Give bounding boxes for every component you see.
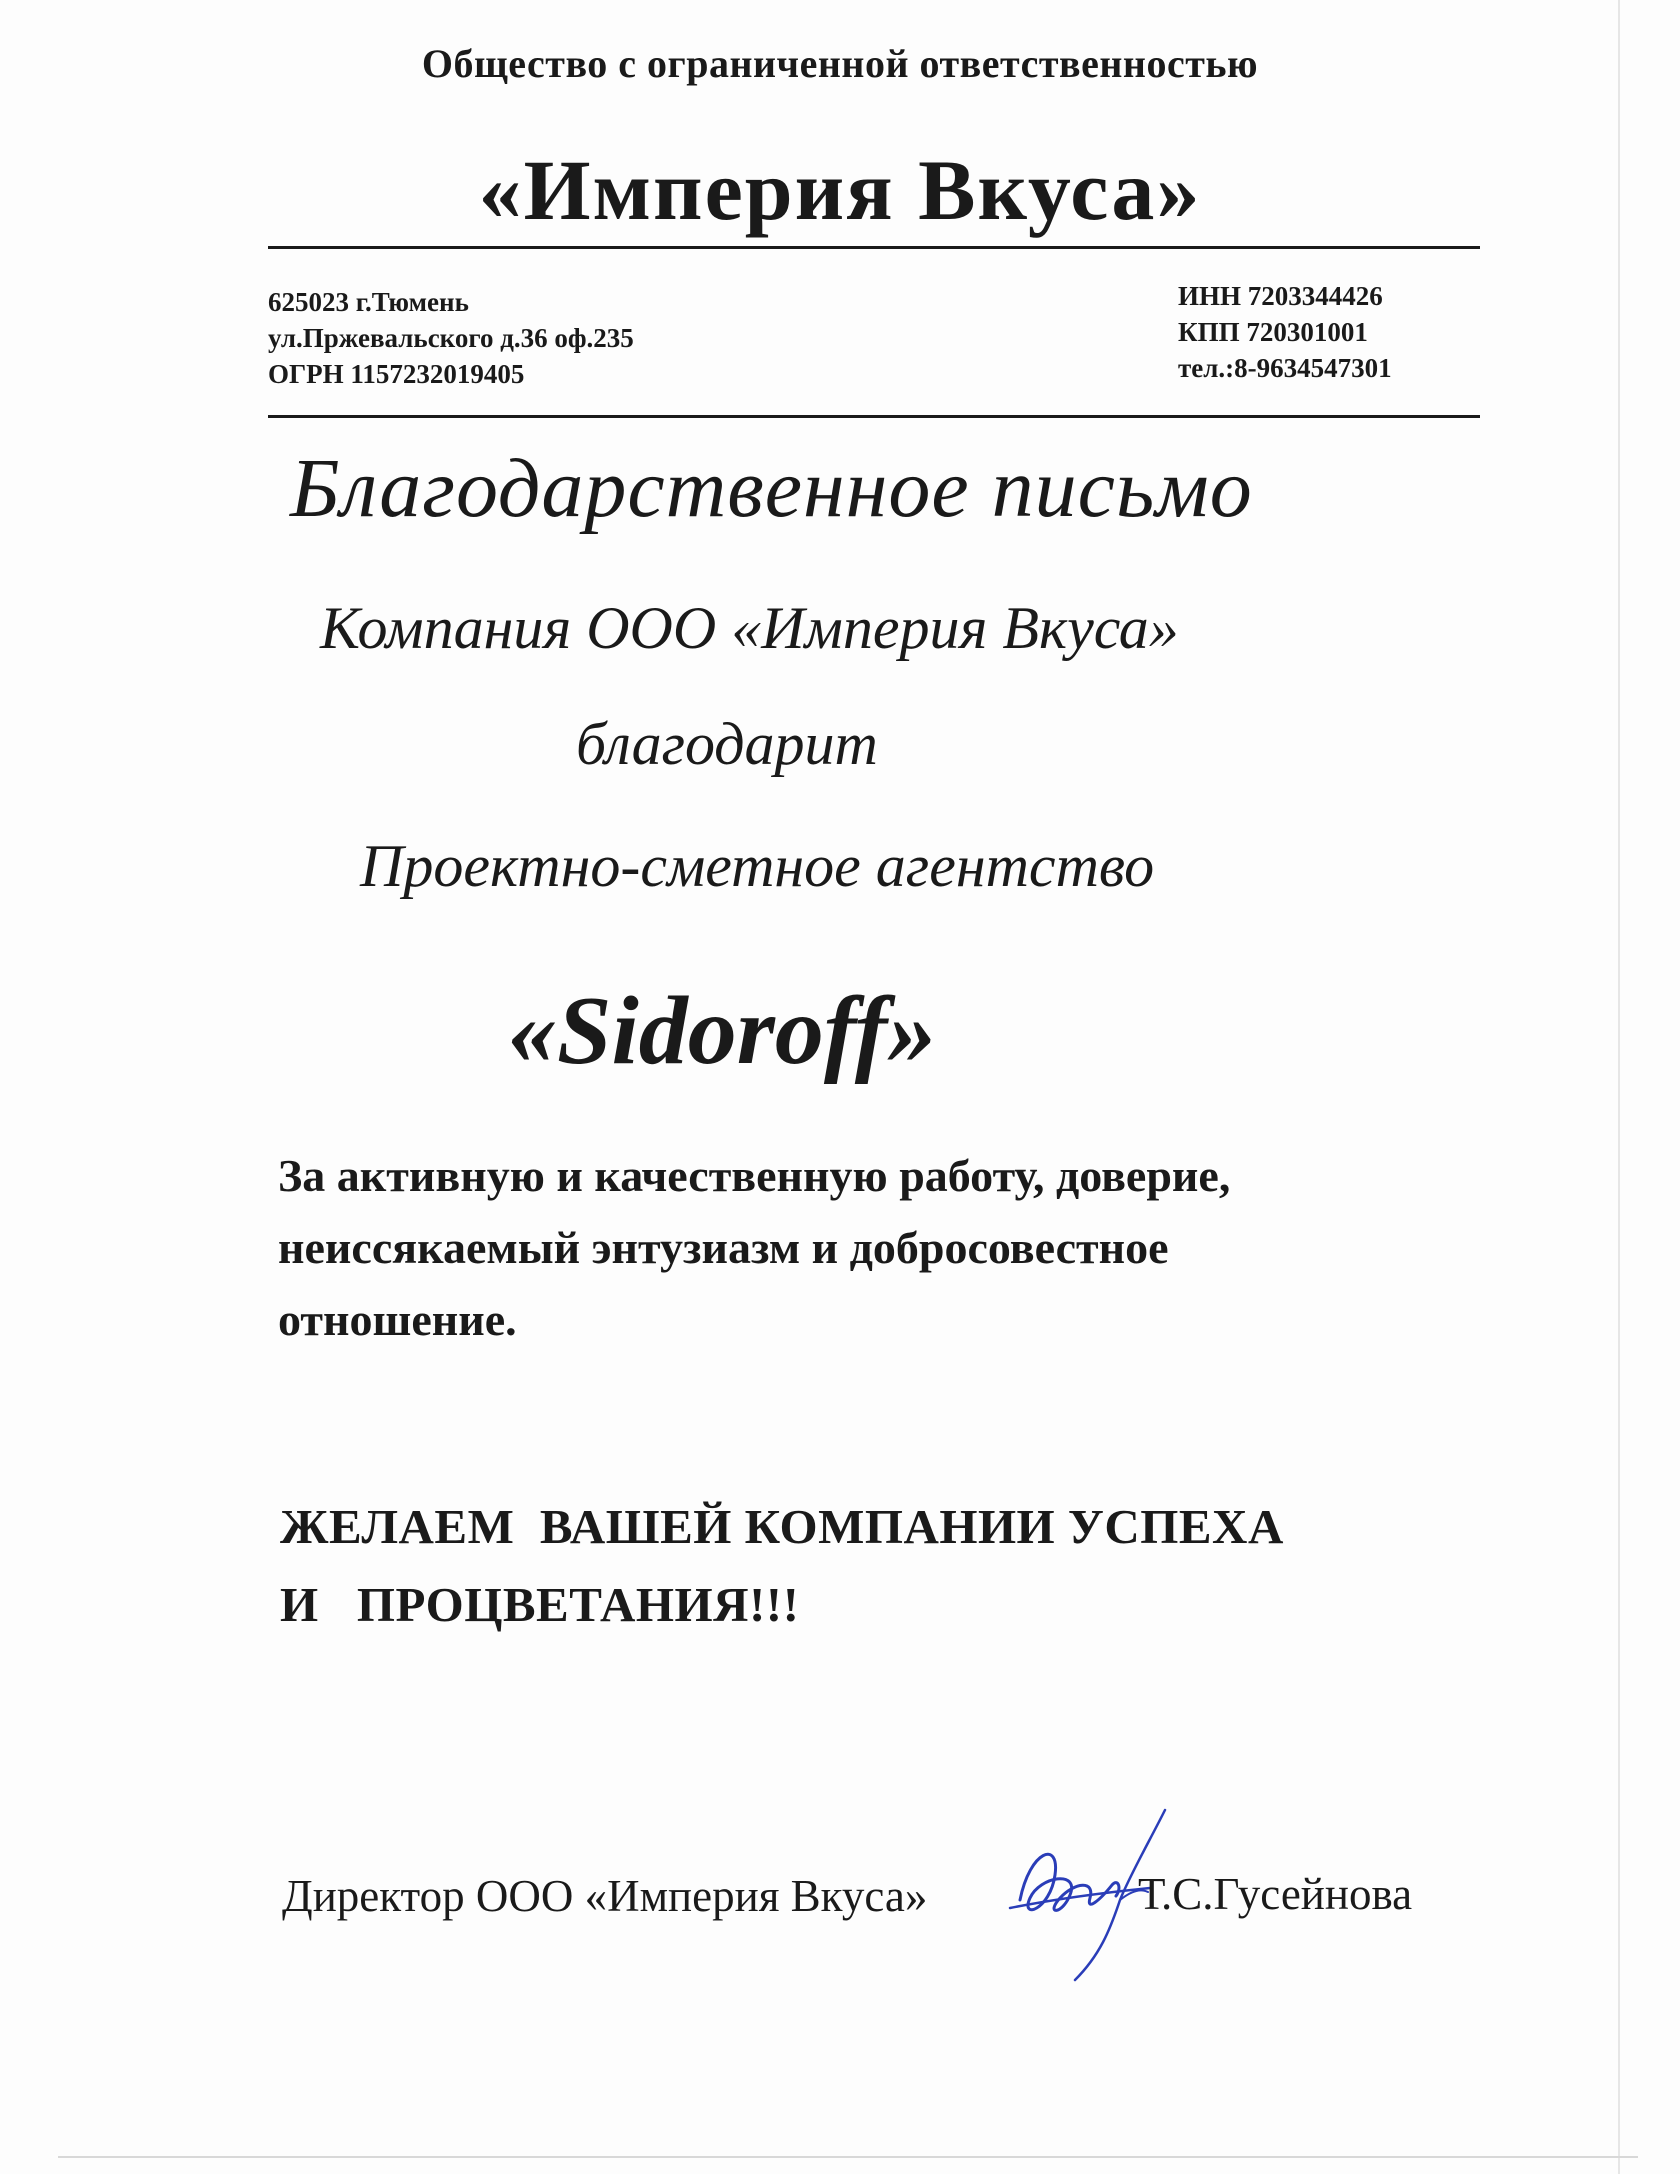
header-divider-bottom <box>268 415 1480 418</box>
recipient-type-line: Проектно-сметное агентство <box>360 833 1155 899</box>
director-position: Директор ООО «Империя Вкуса» <box>282 1871 928 1921</box>
inn: ИНН 7203344426 <box>1178 281 1383 311</box>
reason-line-2: неиссякаемый энтузиазм и добросовестное <box>278 1222 1169 1273</box>
wish-line-2: И ПРОЦВЕТАНИЯ!!! <box>280 1577 800 1632</box>
thanks-line: благодарит <box>576 711 878 777</box>
reason-line-3: отношение. <box>278 1294 517 1345</box>
ogrn: ОГРН 1157232019405 <box>268 359 525 389</box>
page-edge-bottom <box>58 2156 1638 2158</box>
sender-line: Компания ООО «Империя Вкуса» <box>320 595 1179 661</box>
header-divider-top <box>268 246 1480 249</box>
page-edge-right <box>1618 0 1620 2174</box>
reason-line-1: За активную и качественную работу, доверие, <box>278 1150 1231 1201</box>
wish-paragraph <box>280 1488 1284 1644</box>
signature-stroke-main <box>1020 1854 1119 1910</box>
org-type-heading: Общество с ограниченной ответственностью <box>421 41 1259 86</box>
recipient-name: «Sidoroff» <box>508 977 937 1085</box>
address-street: ул.Пржевальского д.36 оф.235 <box>268 323 634 353</box>
requisites-right <box>1178 278 1392 386</box>
wish-line-1: ЖЕЛАЕМ ВАШЕЙ КОМПАНИИ УСПЕХА <box>280 1499 1284 1554</box>
signer-name: Т.С.Гусейнова <box>1138 1869 1413 1919</box>
company-name-heading: «Империя Вкуса» <box>478 142 1202 238</box>
reason-paragraph <box>278 1140 1478 1356</box>
requisites-left <box>268 284 634 392</box>
address-city: 625023 г.Тюмень <box>268 287 469 317</box>
phone: тел.:8-9634547301 <box>1178 353 1392 383</box>
kpp: КПП 720301001 <box>1178 317 1368 347</box>
letter-title: Благодарственное письмо <box>290 442 1253 535</box>
